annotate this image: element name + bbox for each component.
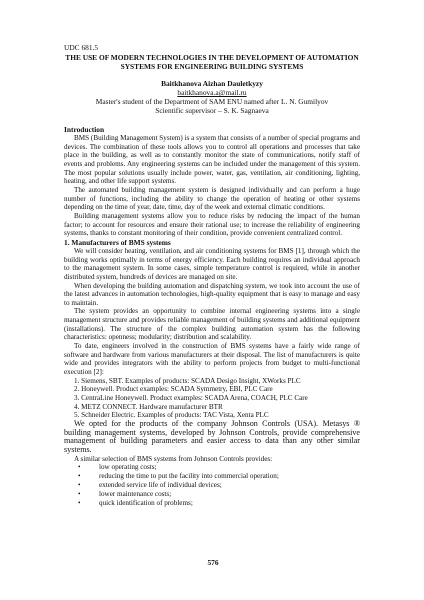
paragraph: We opted for the products of the company Johnson Controls (USA). Metasys ® building management systems, developed by Johnson Controls, provide comprehensive management of building parameters and easier access to data than any other similar systems. — [64, 419, 360, 455]
paragraph: A similar selection of BMS systems from Johnson Controls provides: — [74, 454, 273, 463]
list-item: 1. Siemens, SBT. Examples of products: SCADA Desigo Insight, XWorks PLC — [74, 376, 301, 385]
article-title: THE USE OF MODERN TECHNOLOGIES IN THE DEVELOPMENT OF AUTOMATION SYSTEMS FOR ENGINEERING BUILDING SYSTEMS — [65, 53, 359, 71]
bullet-icon: • — [78, 481, 81, 490]
paragraph: The automated building management system is designed individually and can perform a huge number of functions, including the ability to change the operation of heating or other systems depending on the time of year, date, time, day of the week and external climatic conditions. — [64, 185, 360, 212]
section-heading-manufacturers: 1. Manufacturers of BMS systems — [64, 237, 171, 247]
author-affiliation: Master's student of the Department of SAM ENU named after L. N. Gumilyov — [95, 97, 329, 106]
list-item-text: low operating costs; — [99, 463, 157, 472]
benefit-list — [64, 463, 360, 508]
list-item: 5. Schneider Electric. Examples of products: TAC Vista, Xenta PLC — [74, 411, 269, 420]
list-item: 3. CentraLine Honeywell. Product examples: SCADA Arena, COACH, PLC Care — [74, 394, 308, 403]
author-name: Baitkhanova Aizhan Dauletkyzy — [161, 79, 263, 88]
list-item-text: reducing the time to put the facility into commercial operation; — [99, 472, 279, 481]
list-item-text: lower maintenance costs; — [99, 490, 172, 499]
article-body — [64, 43, 360, 508]
paragraph: The system provides an opportunity to combine internal engineering systems into a single management structure and provides reliable management of building systems and additional equipment (installations). The structure of the complex building automation system has the following characteristics: openness; modularity; distribution and scalability. — [64, 307, 360, 342]
paragraph: Building management systems allow you to reduce risks by reducing the impact of the human factor; to account for resources and ensure their rational use; to increase the reliability of engineering systems, thanks to constant monitoring of their condition, provide convenient centralized control. — [64, 211, 360, 238]
bullet-icon: • — [78, 463, 81, 472]
list-item-text: quick identification of problems; — [99, 499, 193, 508]
list-item: 4. METZ CONNECT. Hardware manufacturer BTR — [74, 402, 223, 411]
author-email-link[interactable]: baitkhanova.a@mail.ru — [177, 88, 247, 97]
list-item — [64, 472, 360, 481]
list-item: 2. Honeywell. Product examples: SCADA Symmetry, EBI, PLC Care — [74, 385, 273, 394]
bullet-icon: • — [78, 490, 81, 499]
section-heading-introduction: Introduction — [64, 125, 105, 134]
paragraph: To date, engineers involved in the construction of BMS systems have a fairly wide range of software and hardware from various manufacturers at their disposal. The list of manufacturers is quite wide and provides integrators with the ability to perform projects from budget to multi-functional execution [2]: — [64, 342, 360, 377]
scientific-supervisor: Scientific supervisor – S. K. Sagnaeva — [155, 106, 269, 115]
author-block — [64, 79, 360, 115]
paragraph: We will consider heating, ventilation, and air conditioning systems for BMS [1], through which the building works optimally in terms of energy efficiency. Each building requires an individual approach to the management system. In some cases, simple temperature control is required, while in another distributed system, hundreds of devices are managed on site. — [64, 246, 360, 281]
list-item-text: extended service life of individual devices; — [99, 481, 222, 490]
paragraph: BMS (Building Management System) is a system that consists of a number of special programs and devices. The combination of these tools allows you to control all operations and processes that take place in the building, as well as to constantly monitor the state of communications, notify staff of events and problems. Any engineering systems can be included under the management of this system. The most popular solutions usually include power, water, gas, ventilation, air conditioning, lighting, heating, and other life support systems. — [64, 134, 360, 186]
list-item — [64, 463, 360, 472]
paragraph: When developing the building automation and dispatching system, we took into account the use of the latest advances in automation technologies, high-quality equipment that is easy to manage and easy to maintain. — [64, 281, 360, 307]
bullet-icon: • — [78, 472, 81, 481]
list-item — [64, 481, 360, 490]
list-item — [64, 490, 360, 499]
bullet-icon: • — [78, 499, 81, 508]
udc-code: UDC 681.5 — [64, 43, 99, 52]
list-item — [64, 499, 360, 508]
page-number: 576 — [207, 558, 219, 567]
manufacturer-list — [64, 377, 360, 420]
